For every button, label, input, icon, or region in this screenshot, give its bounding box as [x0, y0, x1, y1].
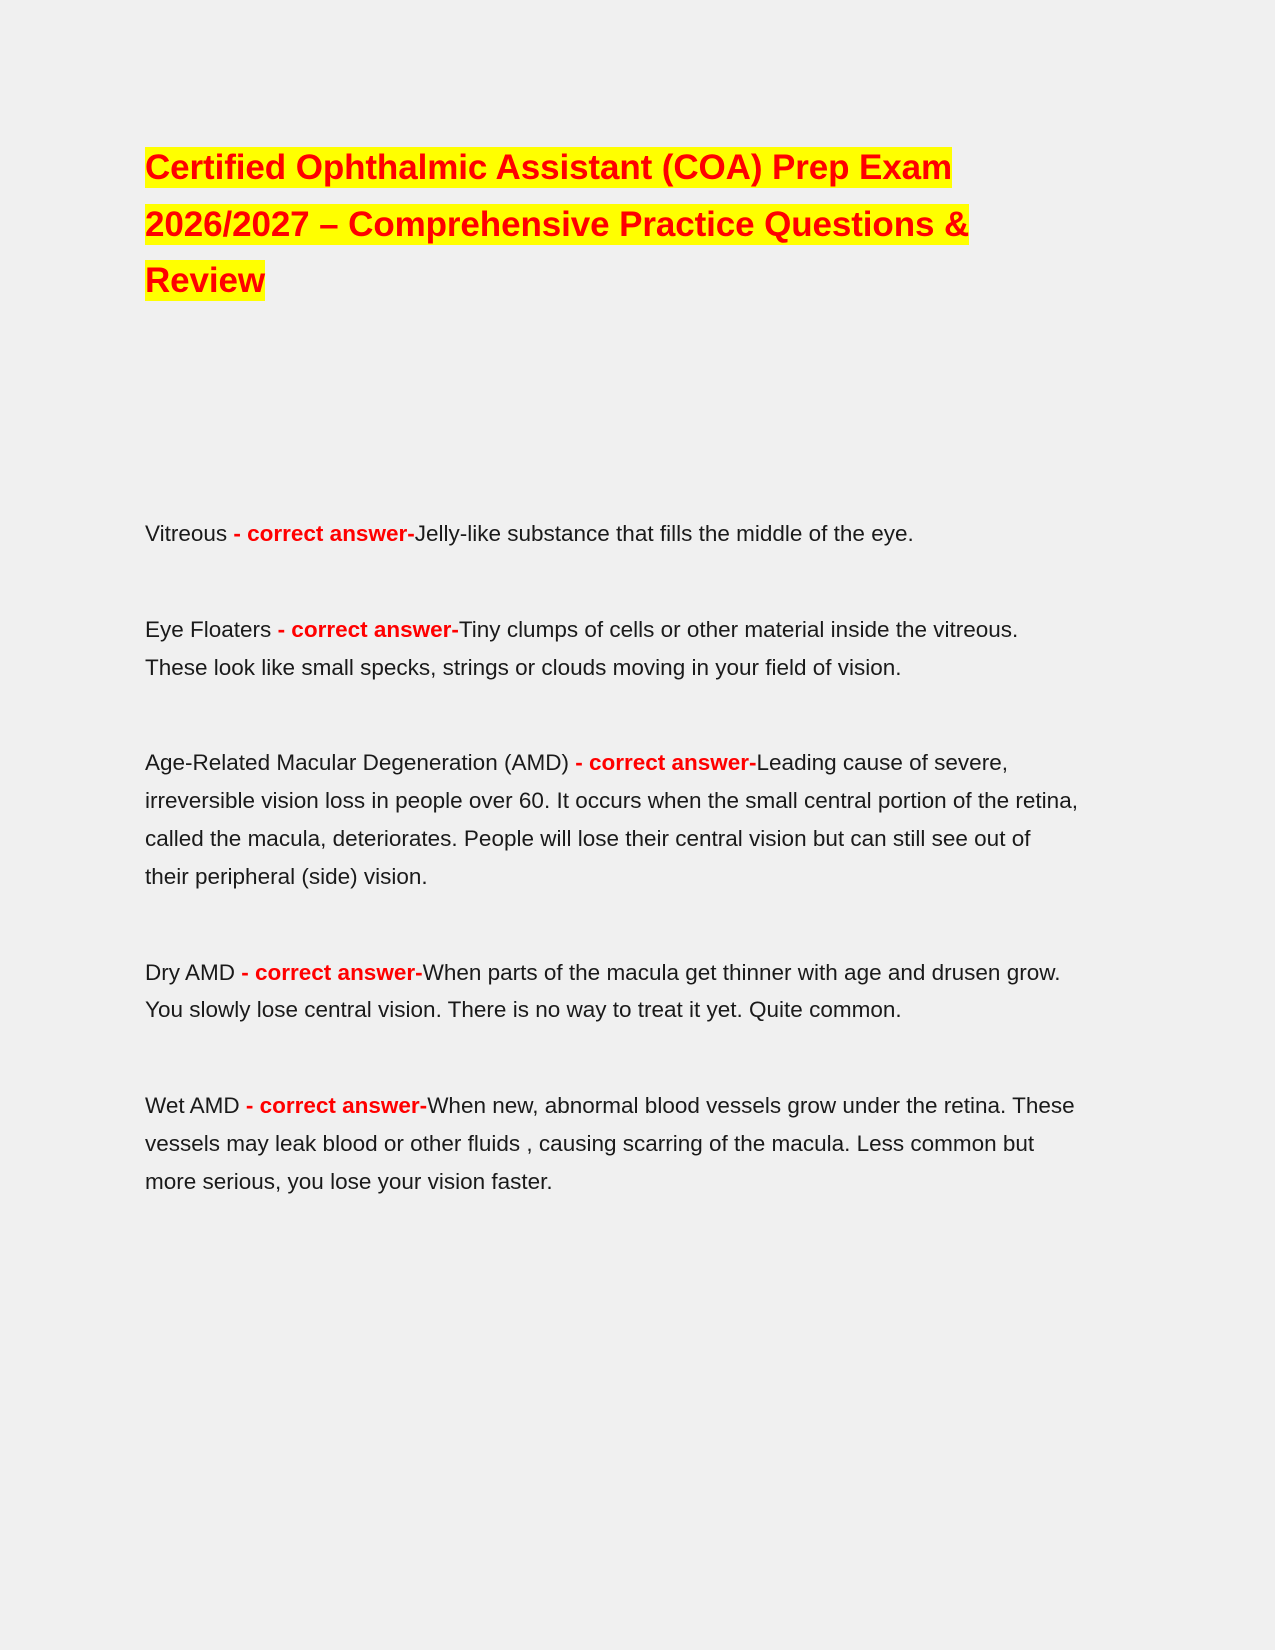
- qa-term: Eye Floaters: [145, 616, 278, 642]
- qa-term: Vitreous: [145, 521, 234, 547]
- qa-answer: Leading cause of severe, irreversible vision loss in people over 60. It occurs when the small central portion of the retina, called the macula, deteriorates. People will lose their central vision but can still see out of their peripheral (side) vision.: [145, 750, 1078, 889]
- qa-answer: When new, abnormal blood vessels grow under the retina. These vessels may leak blood or other fluids , causing scarring of the macula. Less common but more serious, you lose your vision faster.: [145, 1093, 1075, 1194]
- page-title: [145, 140, 1130, 310]
- qa-answer: Tiny clumps of cells or other material inside the vitreous. These look like small specks, strings or clouds moving in your field of vision.: [145, 616, 1019, 680]
- qa-term: Wet AMD: [145, 1093, 246, 1119]
- page-title-line-1: Certified Ophthalmic Assistant (COA) Prep Exam: [145, 148, 953, 187]
- qa-entry: [145, 744, 1080, 895]
- qa-answer-marker: - correct answer-: [575, 750, 757, 776]
- qa-answer: Jelly-like substance that fills the middle of the eye.: [414, 521, 914, 547]
- qa-term: Dry AMD: [145, 959, 242, 985]
- qa-answer-marker: - correct answer-: [277, 616, 459, 642]
- qa-answer-marker: - correct answer-: [233, 521, 415, 547]
- qa-entry: [145, 1087, 1080, 1200]
- qa-answer-marker: - correct answer-: [245, 1093, 428, 1119]
- qa-answer-marker: - correct answer-: [241, 959, 423, 985]
- qa-entry: [145, 954, 1080, 1030]
- qa-entry: [145, 611, 1080, 687]
- page-title-line-2: 2026/2027 – Comprehensive Practice Questions &: [145, 204, 970, 244]
- title-body-spacer: [145, 310, 1130, 515]
- page-title-line-3: Review: [145, 261, 266, 301]
- qa-term: Age-Related Macular Degeneration (AMD): [145, 750, 576, 776]
- qa-entry: [145, 515, 1080, 553]
- qa-answer: When parts of the macula get thinner with age and drusen grow. You slowly lose central vision. There is no way to treat it yet. Quite common.: [145, 959, 1061, 1023]
